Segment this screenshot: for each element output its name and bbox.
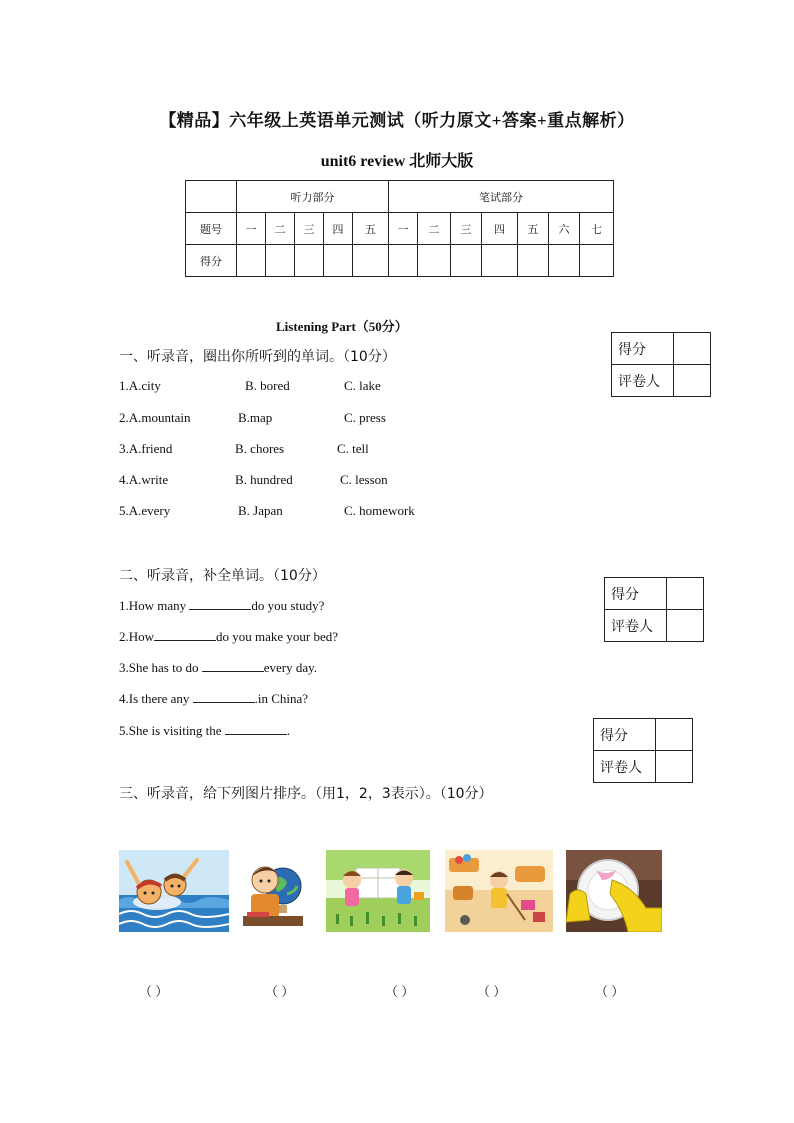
listening-number: 五: [353, 213, 389, 245]
score-cell[interactable]: [324, 245, 353, 277]
s2-question-5: [119, 722, 290, 739]
score-table-corner: [186, 181, 237, 213]
score-cell[interactable]: [266, 245, 295, 277]
s2-q3-post: every day.: [263, 660, 317, 675]
writing-number: 二: [418, 213, 451, 245]
writing-number: 五: [518, 213, 549, 245]
score-cell[interactable]: [549, 245, 580, 277]
fill-blank[interactable]: [202, 659, 264, 672]
s1-q5-option-b[interactable]: B. Japan: [238, 503, 283, 518]
grader-box-2: [604, 577, 704, 642]
fill-blank[interactable]: [189, 597, 251, 610]
s2-question-2: [119, 628, 338, 645]
grader-name-label: 评卷人: [594, 751, 656, 783]
writing-number: 三: [451, 213, 482, 245]
s2-question-3: [119, 659, 317, 676]
s1-q4-option-c[interactable]: C. lesson: [340, 472, 388, 487]
s1-q5-option-a[interactable]: 5.A.every: [119, 503, 171, 518]
picture-swimming-kids: [119, 850, 229, 932]
score-cell[interactable]: [353, 245, 389, 277]
s2-q5-pre: 5.She is visiting the: [119, 723, 225, 738]
section2-heading: 二、听录音，补全单词。（10分）: [119, 568, 326, 584]
section1-heading: 一、听录音，圈出你所听到的单词。（10分）: [119, 349, 396, 365]
s1-q3-option-a[interactable]: 3.A.friend: [119, 441, 173, 456]
grader-score-cell[interactable]: [667, 578, 704, 610]
s1-q2-option-a[interactable]: 2.A.mountain: [119, 410, 191, 425]
s1-q2-option-c[interactable]: C. press: [344, 410, 386, 425]
listening-number: 二: [266, 213, 295, 245]
answer-blank-2[interactable]: （ ）: [265, 984, 295, 999]
picture-boy-with-globe: [237, 850, 309, 932]
score-table: [185, 180, 614, 277]
page-title: 【精品】六年级上英语单元测试（听力原文+答案+重点解析）: [159, 111, 635, 130]
section3-heading: 三、听录音，给下列图片排序。（用1，2，3表示）。（10分）: [119, 786, 493, 802]
score-cell[interactable]: [482, 245, 518, 277]
grader-name-label: 评卷人: [605, 610, 667, 642]
writing-number: 一: [389, 213, 418, 245]
picture-washing-dishes: [566, 850, 662, 932]
s1-q3-option-c[interactable]: C. tell: [337, 441, 369, 456]
grader-score-label: 得分: [594, 719, 656, 751]
s2-q2-pre: 2.How: [119, 629, 155, 644]
s2-q4-pre: 4.Is there any: [119, 691, 193, 706]
s1-q2-option-b[interactable]: B.map: [238, 410, 273, 425]
writing-number: 四: [482, 213, 518, 245]
s2-q4-post: .in China?: [254, 691, 309, 706]
score-cell[interactable]: [451, 245, 482, 277]
grader-box-3: [593, 718, 693, 783]
score-cell[interactable]: [295, 245, 324, 277]
fill-blank[interactable]: [225, 722, 287, 735]
s1-q3-option-b[interactable]: B. chores: [235, 441, 285, 456]
grader-name-cell[interactable]: [674, 365, 711, 397]
fill-blank[interactable]: [154, 628, 216, 641]
listening-number: 三: [295, 213, 324, 245]
s1-q4-option-b[interactable]: B. hundred: [235, 472, 293, 487]
s1-q4-option-a[interactable]: 4.A.write: [119, 472, 169, 487]
score-cell[interactable]: [518, 245, 549, 277]
picture-girl-cleaning-room: [445, 850, 553, 932]
grader-score-cell[interactable]: [656, 719, 693, 751]
grader-score-label: 得分: [612, 333, 674, 365]
listening-number: 一: [237, 213, 266, 245]
score-cell[interactable]: [237, 245, 266, 277]
number-row-label: 题号: [186, 213, 237, 245]
s1-q1-option-c[interactable]: C. lake: [344, 378, 381, 393]
listening-number: 四: [324, 213, 353, 245]
grader-score-label: 得分: [605, 578, 667, 610]
score-row-label: 得分: [186, 245, 237, 277]
s2-question-4: [119, 690, 308, 707]
writing-header: 笔试部分: [389, 181, 614, 213]
writing-number: 六: [549, 213, 580, 245]
grader-name-cell[interactable]: [667, 610, 704, 642]
writing-number: 七: [580, 213, 614, 245]
answer-blank-5[interactable]: （ ）: [595, 984, 625, 999]
page-subtitle: unit6 review 北师大版: [320, 153, 474, 170]
score-cell[interactable]: [418, 245, 451, 277]
grader-score-cell[interactable]: [674, 333, 711, 365]
s1-q5-option-c[interactable]: C. homework: [344, 503, 415, 518]
s2-q1-post: do you study?: [251, 598, 325, 613]
grader-box-1: [611, 332, 711, 397]
s2-q1-pre: 1.How many: [119, 598, 190, 613]
answer-blank-3[interactable]: （ ）: [385, 984, 415, 999]
s1-q1-option-a[interactable]: 1.A.city: [119, 378, 161, 393]
answer-blank-1[interactable]: （ ）: [139, 984, 169, 999]
s1-q1-option-b[interactable]: B. bored: [245, 378, 290, 393]
s2-q2-post: do you make your bed?: [216, 629, 339, 644]
fill-blank[interactable]: [193, 690, 255, 703]
grader-name-cell[interactable]: [656, 751, 693, 783]
grader-name-label: 评卷人: [612, 365, 674, 397]
listening-header: 听力部分: [237, 181, 389, 213]
s2-question-1: [119, 597, 324, 614]
s2-q5-post: .: [286, 723, 291, 738]
listening-part-title: Listening Part（50分）: [276, 319, 408, 334]
score-cell[interactable]: [580, 245, 614, 277]
answer-blank-4[interactable]: （ ）: [477, 984, 507, 999]
picture-kids-watering-plants: [326, 850, 430, 932]
s2-q3-pre: 3.She has to do: [119, 660, 202, 675]
score-cell[interactable]: [389, 245, 418, 277]
